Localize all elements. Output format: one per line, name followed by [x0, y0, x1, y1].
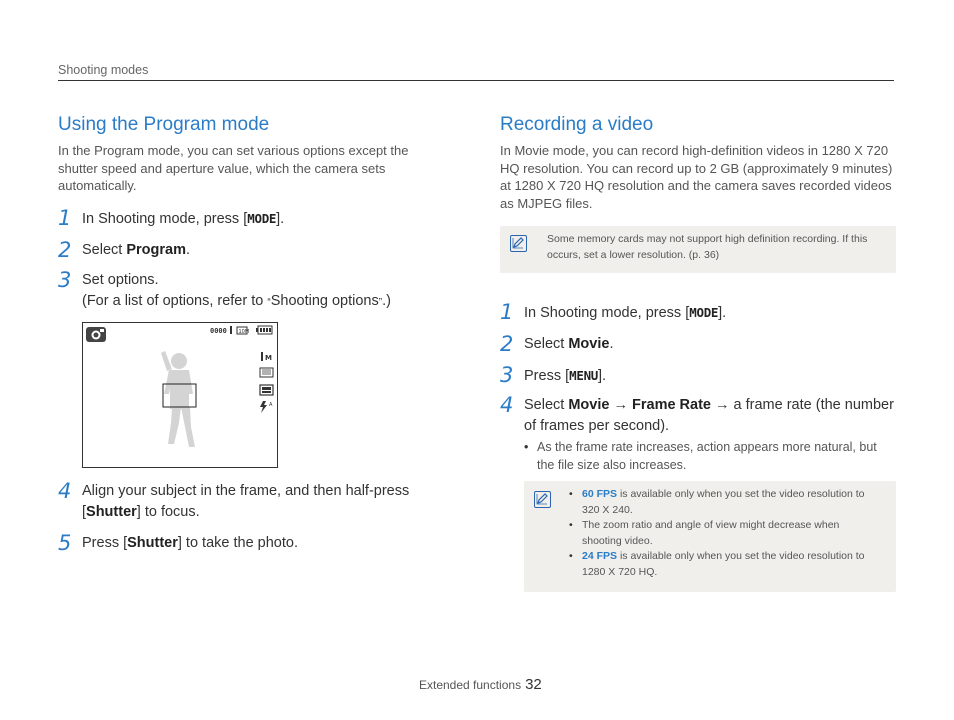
- shot-counter: 0000: [210, 327, 227, 335]
- recording-video-title: Recording a video: [500, 114, 654, 135]
- note-pencil-icon: [534, 491, 551, 508]
- step-number: 5: [58, 531, 72, 555]
- step-text: ] to take the photo.: [177, 535, 298, 551]
- note-text: is available only when you set the video resolution to 320 X 240.: [582, 488, 865, 516]
- step-4: [58, 481, 452, 523]
- program-mode-intro: In the Program mode, you can set various options except the shutter speed and aperture value, which the camera sets automatically.: [58, 143, 409, 193]
- video-step-2: [500, 334, 920, 355]
- footer-section-label: Extended functions: [419, 678, 522, 692]
- list-item: [569, 487, 879, 518]
- step-text: Select: [524, 397, 569, 413]
- step-text: Press [: [524, 368, 570, 384]
- menu-button-glyph: MENU: [569, 368, 599, 383]
- list-item: [569, 518, 879, 549]
- step-number: 2: [500, 332, 514, 356]
- reference-link[interactable]: Shooting options: [270, 293, 379, 309]
- program-mode-title: Using the Program mode: [58, 114, 270, 135]
- step-text: ].: [718, 305, 727, 321]
- video-step-1: [500, 302, 920, 324]
- step-number: 1: [500, 300, 514, 324]
- recording-video-section: [500, 114, 896, 212]
- step-text: Press [: [82, 535, 128, 551]
- video-step-4: [500, 395, 894, 437]
- quote-mark: “: [267, 297, 271, 308]
- preview-graphic: [83, 323, 277, 467]
- step-number: 1: [58, 206, 72, 230]
- step-text: In Shooting mode, press [: [82, 211, 248, 227]
- step-text: Align your subject in the frame, and then half-press [: [82, 483, 410, 520]
- frame-rate-bullets: [524, 438, 894, 474]
- list-item: [569, 549, 879, 580]
- step-text: ] to focus.: [136, 504, 200, 520]
- step-2: [58, 240, 452, 261]
- header-divider: [58, 80, 894, 81]
- step-text: ].: [276, 211, 285, 227]
- shutter-label: Shutter: [127, 535, 178, 551]
- mode-button-glyph: MODE: [247, 211, 277, 226]
- shutter-label: Shutter: [86, 504, 137, 520]
- note-box-fps: [524, 481, 896, 592]
- white-balance-icon: [260, 385, 273, 395]
- step-text: .: [185, 242, 191, 258]
- svg-text:10M: 10M: [238, 329, 250, 335]
- flash-icon: [260, 401, 273, 413]
- step-text: (For a list of options, refer to: [82, 293, 268, 309]
- frame-rate-label: Frame Rate: [632, 397, 711, 413]
- movie-option-label: Movie: [568, 336, 610, 352]
- mode-button-glyph: MODE: [689, 305, 719, 320]
- camera-preview-screen: [82, 322, 278, 468]
- svg-text:M: M: [265, 354, 272, 362]
- quality-icon: [260, 368, 273, 377]
- battery-icon: [256, 326, 272, 334]
- step-5: [58, 533, 452, 554]
- step-number: 3: [58, 268, 72, 292]
- note-text: Some memory cards may not support high definition recording. If this occurs, set a lower resolution. (p. 36): [547, 233, 868, 261]
- note-pencil-icon: [510, 235, 527, 252]
- step-text: Select: [82, 242, 127, 258]
- step-text: ].: [598, 368, 607, 384]
- quote-mark: ”: [378, 297, 383, 308]
- page-number: 32: [525, 676, 542, 693]
- note-box-memory: [500, 226, 896, 273]
- note-bullets: [569, 487, 879, 580]
- step-text: Select: [524, 336, 569, 352]
- program-mode-section: [58, 114, 428, 195]
- step-3: [58, 270, 452, 313]
- fps-label: 60 FPS: [582, 488, 618, 500]
- step-number: 4: [500, 393, 514, 417]
- program-option-label: Program: [126, 242, 186, 258]
- list-item: • As the frame rate increases, action appears more natural, but the file size also increases.: [524, 438, 894, 474]
- movie-menu-label: Movie: [568, 397, 610, 413]
- subject-silhouette: [161, 351, 195, 447]
- fps-label: 24 FPS: [582, 550, 618, 562]
- page-footer: [419, 676, 542, 693]
- step-text: .): [382, 293, 391, 309]
- section-label: Shooting modes: [58, 63, 149, 77]
- recording-video-intro: In Movie mode, you can record high-definition videos in 1280 X 720 HQ resolution. You can record up to 2 GB (approximately 9 minutes) at 1280 X 720 HQ resolution and the camera saves recorded videos as MJPEG files.: [500, 143, 893, 211]
- note-text: The zoom ratio and angle of view might decrease when shooting video.: [582, 519, 840, 547]
- step-text: .: [609, 336, 614, 352]
- metering-icon: [261, 352, 272, 362]
- step-text: Set options.: [82, 272, 159, 288]
- step-number: 4: [58, 479, 72, 503]
- step-1: [58, 208, 452, 230]
- note-text: is available only when you set the video resolution to 1280 X 720 HQ.: [582, 550, 865, 578]
- step-number: 3: [500, 363, 514, 387]
- step-text: In Shooting mode, press [: [524, 305, 690, 321]
- step-text: → a frame rate (the number of frames per second).: [524, 397, 894, 434]
- arrow-glyph: →: [609, 397, 632, 413]
- video-step-3: [500, 365, 920, 387]
- svg-text:A: A: [269, 402, 273, 408]
- step-number: 2: [58, 238, 72, 262]
- program-camera-icon: [86, 327, 106, 342]
